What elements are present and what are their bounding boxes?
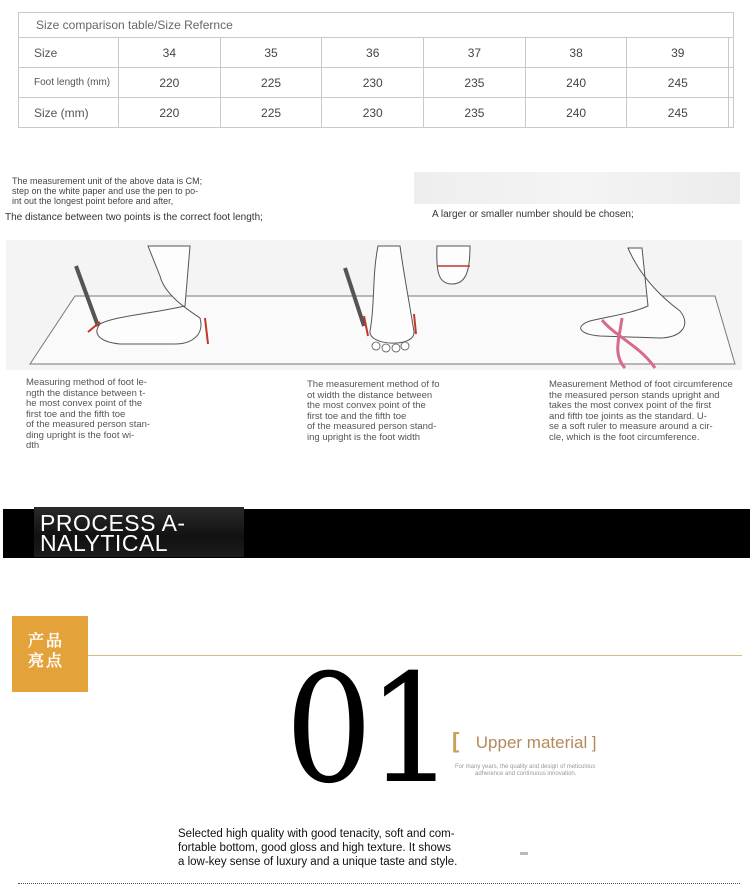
table-cell: 230 <box>322 98 424 128</box>
size-table-caption: Size comparison table/Size Refernce <box>19 13 734 38</box>
table-cell: 34 <box>119 38 221 68</box>
foot-length-instruction: The distance between two points is the correct foot length; <box>5 212 263 223</box>
feature-number: 01 <box>285 643 450 817</box>
table-cell-empty <box>729 68 734 98</box>
row-label: Foot length (mm) <box>19 68 119 98</box>
bracket-open: [ <box>452 728 460 753</box>
table-row <box>19 98 734 128</box>
table-cell: 35 <box>220 38 322 68</box>
bracket-close: ] <box>591 733 597 752</box>
measure-note <box>12 176 202 206</box>
size-table <box>18 12 734 128</box>
method-caption-length: Measuring method of foot le- ngth the distance between t- he most convex point of the first toe and the fifth toe of the measured person stan- ding upright is the foot wi- dth <box>26 377 151 451</box>
note-line: step on the white paper and use the pen to po- <box>12 186 199 196</box>
decor-dash <box>520 852 528 855</box>
table-cell-empty <box>729 98 734 128</box>
blurred-banner <box>414 172 740 204</box>
row-label: Size (mm) <box>19 98 119 128</box>
row-label: Size <box>19 38 119 68</box>
feature-title: Upper material <box>475 733 588 752</box>
size-choice-instruction: A larger or smaller number should be chosen; <box>432 209 634 220</box>
table-cell: 225 <box>220 68 322 98</box>
product-highlight-badge: 产品 亮点 <box>12 616 88 692</box>
table-cell: 240 <box>525 98 627 128</box>
table-cell: 230 <box>322 68 424 98</box>
table-cell: 235 <box>424 98 526 128</box>
table-row <box>19 38 734 68</box>
table-row <box>19 68 734 98</box>
table-cell: 220 <box>119 68 221 98</box>
table-cell: 225 <box>220 98 322 128</box>
table-cell: 245 <box>627 98 729 128</box>
table-cell: 39 <box>627 38 729 68</box>
table-cell: 36 <box>322 38 424 68</box>
feature-heading <box>452 728 596 754</box>
table-cell: 38 <box>525 38 627 68</box>
feature-description: Selected high quality with good tenacity, soft and com- fortable bottom, good gloss and high texture. It shows a low-key sense of luxury and a unique taste and style. <box>178 828 458 868</box>
feature-subtext: For many years, the quality and design of meticulous adherence and continuous innovation. <box>455 764 596 777</box>
note-line: int out the longest point before and after, <box>12 196 174 206</box>
foot-measurement-illustration <box>0 236 750 376</box>
table-cell: 240 <box>525 68 627 98</box>
note-line: The measurement unit of the above data is CM; <box>12 176 203 186</box>
dotted-divider <box>18 883 740 884</box>
table-cell: 235 <box>424 68 526 98</box>
process-title: PROCESS A- NALYTICAL <box>34 507 244 557</box>
table-cell: 245 <box>627 68 729 98</box>
table-cell: 37 <box>424 38 526 68</box>
table-cell: 220 <box>119 98 221 128</box>
method-caption-width: The measurement method of fo ot width the distance between the most convex point of the first toe and the fifth toe of the measured person stand- ing upright is the foot width <box>307 379 440 443</box>
table-cell-empty <box>729 38 734 68</box>
method-caption-circumference: Measurement Method of foot circumference the measured person stands upright and takes the most convex point of the first and fifth toe joints as the standard. U- se a soft ruler to measure around a cir- cle, which is the foot circumference. <box>549 380 733 443</box>
